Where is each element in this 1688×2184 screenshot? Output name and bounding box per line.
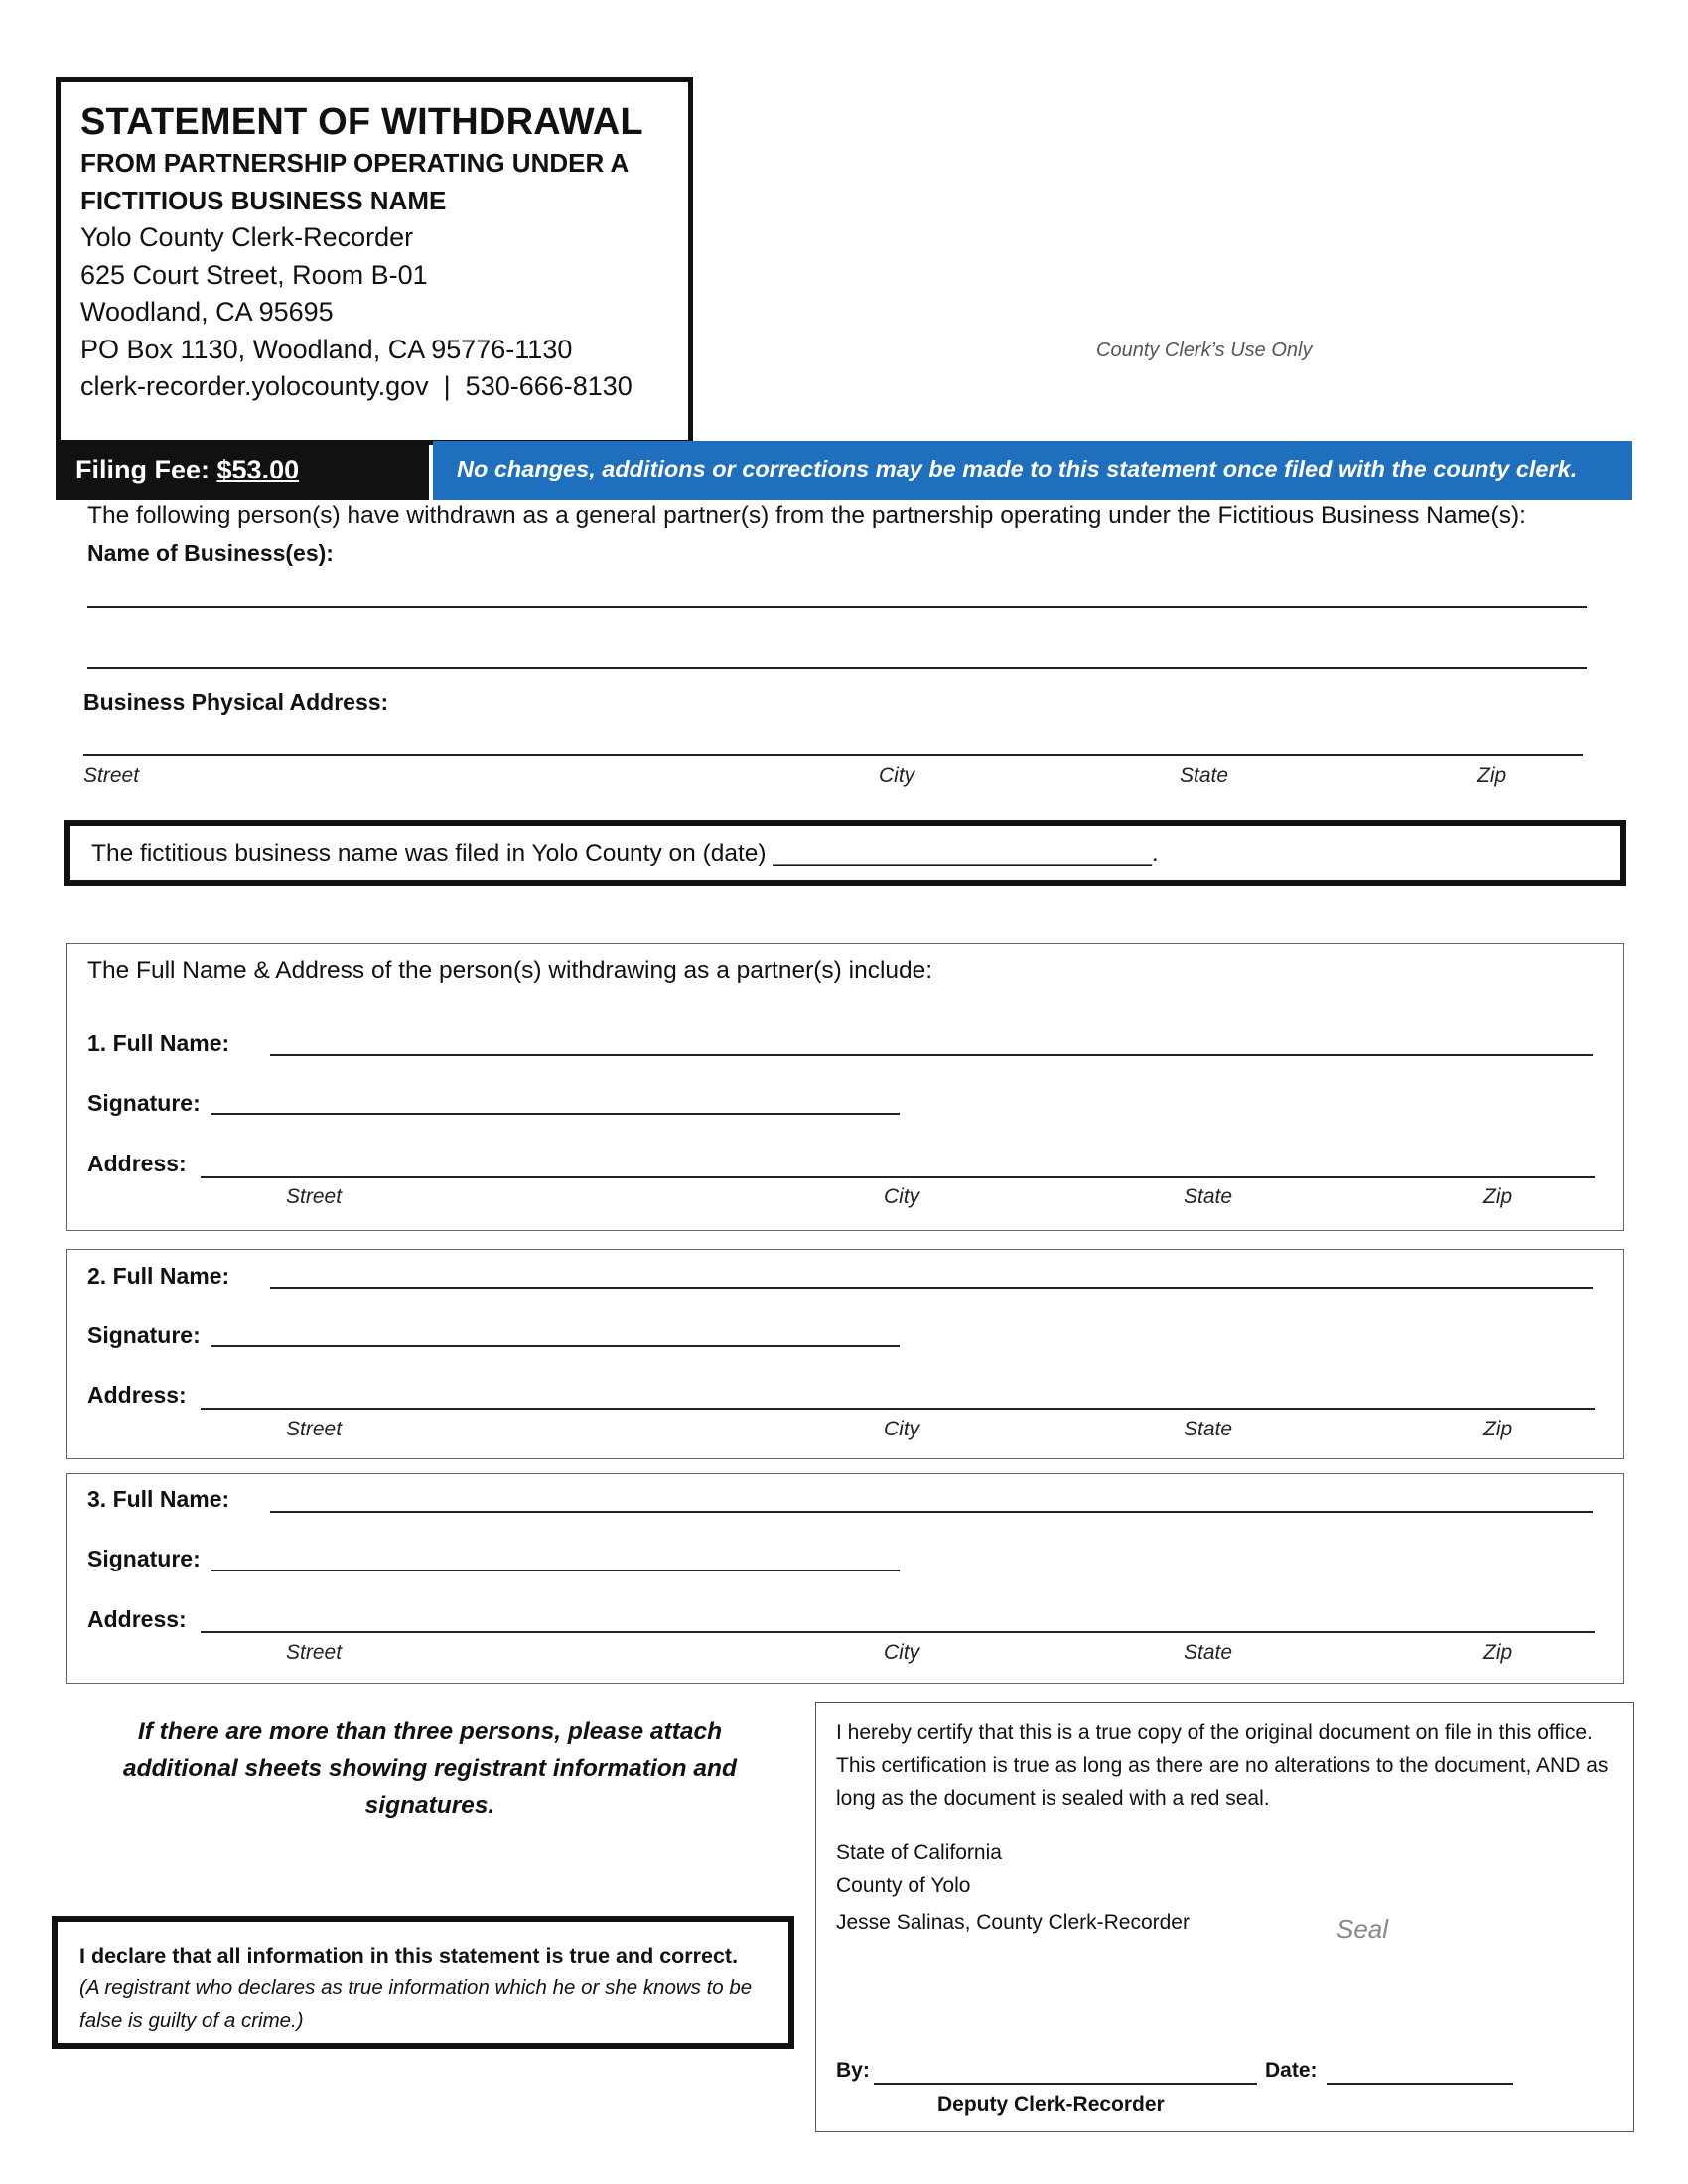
business-address-label: Business Physical Address: <box>83 689 389 715</box>
office-name: Yolo County Clerk-Recorder <box>80 222 414 252</box>
partner-1-signature-line[interactable] <box>211 1113 900 1115</box>
partner-2-signature-line[interactable] <box>211 1345 900 1347</box>
partner-3-street-caption: Street <box>286 1641 343 1664</box>
form-subtitle-line2: FICTITIOUS BUSINESS NAME <box>80 186 447 215</box>
certification-county: County of Yolo <box>836 1874 971 1897</box>
partner-3-name-line[interactable] <box>270 1511 1593 1513</box>
partners-intro: The Full Name & Address of the person(s) withdrawing as a partner(s) include: <box>87 957 933 984</box>
partner-1-address-line[interactable] <box>201 1176 1595 1178</box>
partner-3-signature-label: Signature: <box>87 1546 201 1571</box>
partner-1-address-label: Address: <box>87 1151 187 1176</box>
filing-fee-bar <box>56 443 429 500</box>
notice-bar <box>433 441 1632 500</box>
partner-2-address-label: Address: <box>87 1382 187 1408</box>
business-name-label: Name of Business(es): <box>87 540 334 566</box>
header-box <box>56 77 693 445</box>
deputy-clerk-label: Deputy Clerk-Recorder <box>937 2093 1165 2116</box>
partner-2-address-line[interactable] <box>201 1408 1595 1410</box>
form-subtitle-line1: FROM PARTNERSHIP OPERATING UNDER A <box>80 148 630 178</box>
business-name-line-2[interactable] <box>87 667 1587 669</box>
filed-date-text[interactable]: The fictitious business name was filed in Yolo County on (date) ____________________________. <box>91 840 1159 867</box>
partner-3-zip-caption: Zip <box>1483 1641 1513 1664</box>
partner-3-city-caption: City <box>884 1641 920 1664</box>
declaration-warning: (A registrant who declares as true information which he or she knows to be false is guilty of a crime.) <box>79 1977 753 2032</box>
intro-text: The following person(s) have withdrawn as a general partner(s) from the partnership operating under the Fictitious Business Name(s): <box>87 502 1526 529</box>
office-po-box: PO Box 1130, Woodland, CA 95776-1130 <box>80 334 573 364</box>
date-label: Date: <box>1265 2059 1318 2082</box>
partner-3-address-label: Address: <box>87 1606 187 1632</box>
business-address-line[interactable] <box>83 754 1583 756</box>
business-state-caption: State <box>1180 764 1229 787</box>
partner-1-city-caption: City <box>884 1185 920 1208</box>
seal-placeholder: Seal <box>1336 1914 1389 1944</box>
office-contact: clerk-recorder.yolocounty.gov | 530-666-8130 <box>80 371 633 401</box>
partner-1-signature-label: Signature: <box>87 1090 201 1116</box>
clerk-use-only-label: County Clerk’s Use Only <box>1096 340 1313 361</box>
partner-3-signature-line[interactable] <box>211 1570 900 1571</box>
declaration-box <box>52 1916 794 2049</box>
declaration-statement: I declare that all information in this statement is true and correct. <box>79 1944 739 1968</box>
certification-official: Jesse Salinas, County Clerk-Recorder <box>836 1911 1190 1934</box>
notice-text: No changes, additions or corrections may be made to this statement once filed with the county clerk. <box>457 456 1578 481</box>
certification-box <box>815 1702 1634 2132</box>
partner-3-state-caption: State <box>1184 1641 1233 1664</box>
business-zip-caption: Zip <box>1477 764 1507 787</box>
partner-2-name-label: 2. Full Name: <box>87 1263 230 1289</box>
partner-2-signature-label: Signature: <box>87 1322 201 1348</box>
filed-date-box <box>64 820 1626 886</box>
office-city: Woodland, CA 95695 <box>80 297 334 327</box>
business-name-line-1[interactable] <box>87 606 1587 608</box>
partner-2-zip-caption: Zip <box>1483 1418 1513 1440</box>
filing-fee-amount: $53.00 <box>216 455 300 484</box>
form-title: STATEMENT OF WITHDRAWAL <box>80 101 643 143</box>
business-street-caption: Street <box>83 764 140 787</box>
partner-3-name-label: 3. Full Name: <box>87 1486 230 1512</box>
certification-date-line[interactable] <box>1327 2083 1513 2085</box>
partner-1-name-line[interactable] <box>270 1054 1593 1056</box>
more-persons-note: If there are more than three persons, please attach additional sheets showing registrant information and signatures. <box>122 1718 737 1819</box>
partner-2-state-caption: State <box>1184 1418 1233 1440</box>
partner-2-name-line[interactable] <box>270 1287 1593 1289</box>
partner-1-street-caption: Street <box>286 1185 343 1208</box>
certification-text: I hereby certify that this is a true copy of the original document on file in this office. This certification is true as long as there are no alterations to the document, AND as long as the document is sealed with a red seal. <box>836 1721 1609 1810</box>
office-street: 625 Court Street, Room B-01 <box>80 259 428 290</box>
business-city-caption: City <box>879 764 915 787</box>
by-label: By: <box>836 2059 870 2082</box>
filing-fee-label: Filing Fee: <box>75 455 210 484</box>
by-signature-line[interactable] <box>874 2083 1257 2085</box>
partner-1-name-label: 1. Full Name: <box>87 1030 230 1056</box>
partner-2-city-caption: City <box>884 1418 920 1440</box>
partner-1-zip-caption: Zip <box>1483 1185 1513 1208</box>
partner-2-street-caption: Street <box>286 1418 343 1440</box>
partner-3-address-line[interactable] <box>201 1631 1595 1633</box>
partner-1-state-caption: State <box>1184 1185 1233 1208</box>
certification-state: State of California <box>836 1842 1002 1864</box>
